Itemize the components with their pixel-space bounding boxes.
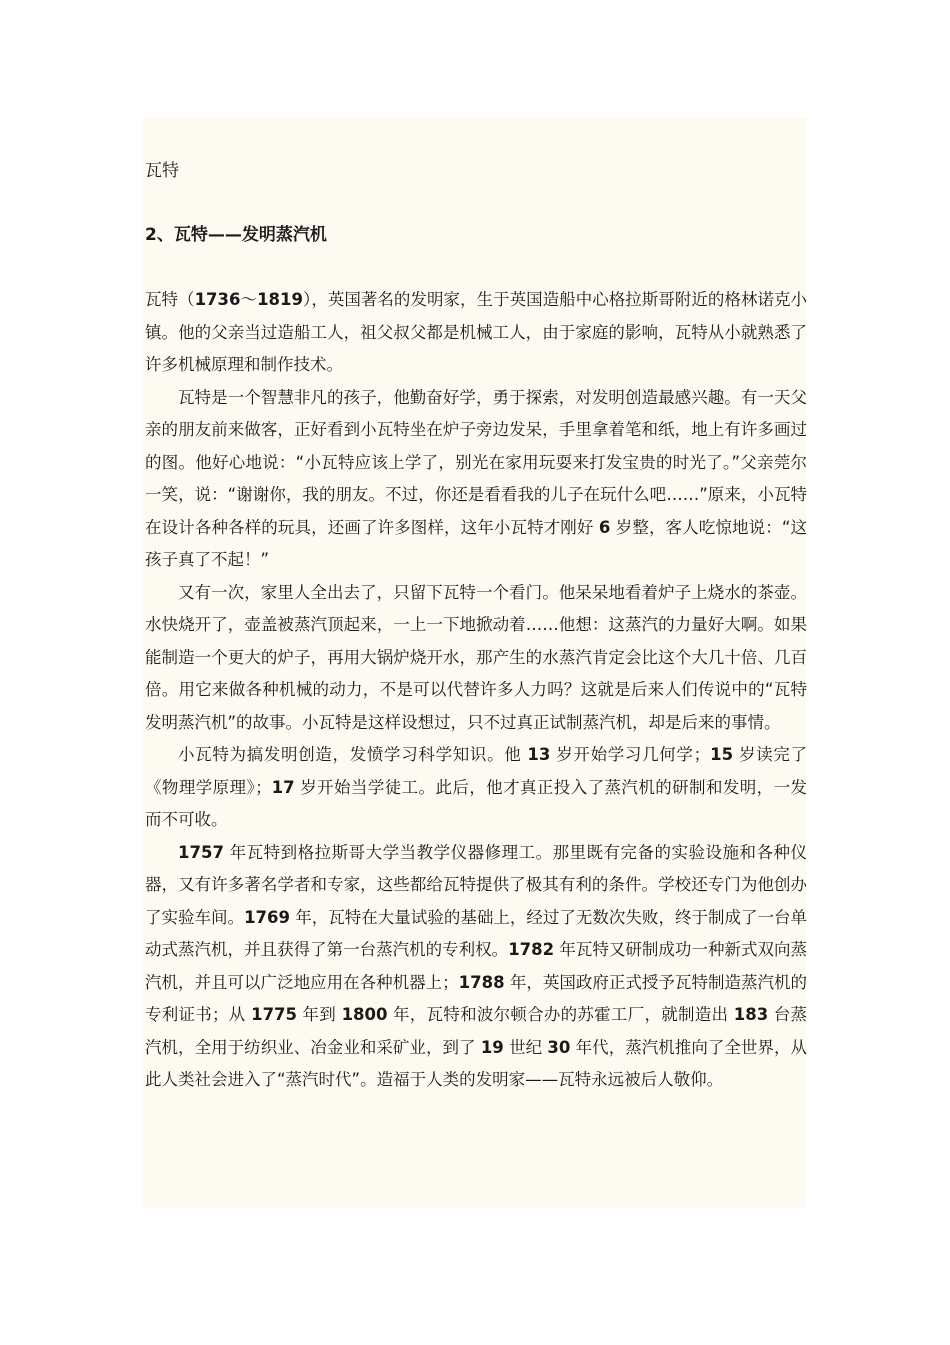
numeral: 183 <box>733 1005 769 1024</box>
numeral: 1782 <box>508 940 555 959</box>
numeral: 1788 <box>458 972 505 992</box>
numeral: 19 <box>480 1037 504 1057</box>
numeral: 15 <box>710 745 734 764</box>
article-body <box>145 284 807 1097</box>
numeral: 13 <box>527 745 551 764</box>
numeral: 1819 <box>257 290 304 309</box>
numeral: 1757 <box>178 842 224 862</box>
paragraph-kettle-story: 又有一次，家里人全出去了，只留下瓦特一个看门。他呆呆地看着炉子上烧水的茶壶。水快烧开了，壶盖被蒸汽顶起来，一上一下地掀动着……他想：这蒸汽的力量好大啊。如果能制造一个更大的炉子，再用大锅炉烧开水，那产生的水蒸汽肯定会比这个大几十倍、几百倍。用它来做各种机械的动力，不是可以代替许多人力吗？这就是后来人们传说中的“瓦特发明蒸汽机”的故事。小瓦特是这样设想过，只不过真正试制蒸汽机，却是后来的事情。 <box>145 582 807 732</box>
numeral: 30 <box>547 1037 571 1057</box>
document-title: 瓦特 <box>145 161 179 181</box>
numeral: 1736 <box>194 290 241 309</box>
section-heading: 2、瓦特——发明蒸汽机 <box>145 225 327 245</box>
paragraph-intro: 瓦特（1736～1819），英国著名的发明家，生于英国造船中心格拉斯哥附近的格林诺克小镇。他的父亲当过造船工人，祖父叔父都是机械工人，由于家庭的影响，瓦特从小就熟悉了许多机械原理和制作技术。 <box>145 290 808 374</box>
numeral: 6 <box>598 517 611 537</box>
paragraph-childhood: 瓦特是一个智慧非凡的孩子，他勤奋好学，勇于探索，对发明创造最感兴趣。有一天父亲的朋友前来做客，正好看到小瓦特坐在炉子旁边发呆，手里拿着笔和纸，地上有许多画过的图。他好心地说：“小瓦特应该上学了，别光在家用玩耍来打发宝贵的时光了。”父亲莞尔一笑，说：“谢谢你，我的朋友。不过，你还是看看我的儿子在玩什么吧……”原来，小瓦特在设计各种各样的玩具，还画了许多图样，这年小瓦特才刚好 6 岁整，客人吃惊地说：“这孩子真了不起！” <box>145 387 807 569</box>
paragraph-education: 小瓦特为搞发明创造，发愤学习科学知识。他 13 岁开始学习几何学；15 岁读完了《物理学原理》；17 岁开始当学徒工。此后，他才真正投入了蒸汽机的研制和发明，一发而不可收。 <box>145 745 808 829</box>
numeral: 1775 <box>251 1005 298 1024</box>
numeral: 1769 <box>244 907 290 927</box>
numeral: 17 <box>271 777 295 797</box>
numeral: 1800 <box>341 1005 388 1024</box>
paragraph-steam-engine: 1757 年瓦特到格拉斯哥大学当教学仪器修理工。那里既有完备的实验设施和各种仪器，又有许多著名学者和专家，这些都给瓦特提供了极其有利的条件。学校还专门为他创办了实验车间。1769 年，瓦特在大量试验的基础上，经过了无数次失败，终于制成了一台单动式蒸汽机，并且获得了第一台蒸汽机的专利权。1782 年瓦特又研制成功一种新式双向蒸汽机，并且可以广泛地应用在各种机器上；1788 年，英国政府正式授予瓦特制造蒸汽机的专利证书；从 1775 年到 1800 年，瓦特和波尔顿合办的苏霍工厂，就制造出 183 台蒸汽机，全用于纺织业、冶金业和采矿业，到了 19 世纪 30 年代，蒸汽机推向了全世界，从此人类社会进入了“蒸汽时代”。造福于人类的发明家——瓦特永远被后人敬仰。 <box>145 842 808 1089</box>
